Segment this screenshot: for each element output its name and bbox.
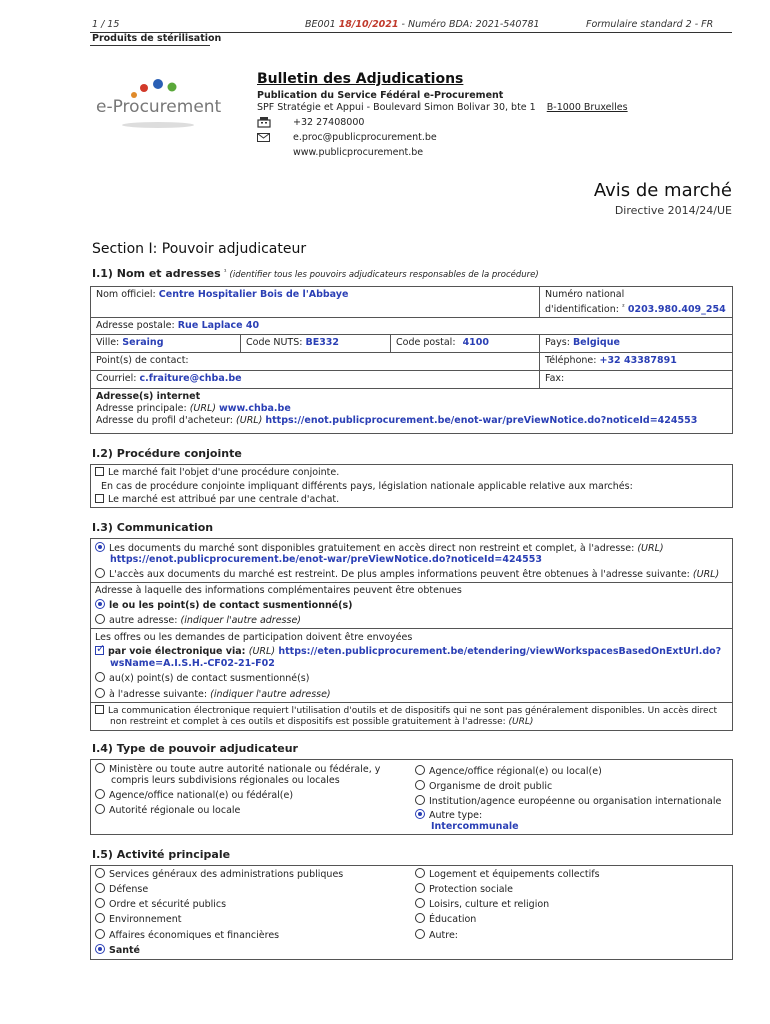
other-type-label: Autre type: xyxy=(429,810,483,821)
main-url-tag: (URL) xyxy=(189,403,216,414)
radio-icon[interactable] xyxy=(95,672,105,682)
activity-other-option[interactable] xyxy=(415,929,458,942)
central-purchasing-label: Le marché est attribué par une centrale d'achat. xyxy=(108,494,340,505)
buyer-profile-label: Adresse du profil d'acheteur: xyxy=(96,415,234,426)
activity-education-option[interactable] xyxy=(415,913,476,926)
offers-contact-option[interactable] xyxy=(95,672,309,685)
category: Produits de stérilisation xyxy=(92,33,222,44)
official-name-cell xyxy=(90,286,540,318)
activity-order-option[interactable] xyxy=(95,898,226,911)
s11-title: I.1) Nom et adresses xyxy=(92,267,221,280)
radio-icon[interactable] xyxy=(95,868,105,878)
fax-label: Fax: xyxy=(545,373,565,384)
page-number: 1 / 15 xyxy=(92,19,120,30)
radio-icon[interactable] xyxy=(415,913,425,923)
radio-icon[interactable] xyxy=(95,614,105,624)
radio-checked-icon[interactable] xyxy=(415,809,425,819)
s11-heading xyxy=(92,267,539,280)
radio-icon[interactable] xyxy=(415,795,425,805)
info-other-hint: (indiquer l'autre adresse) xyxy=(180,615,301,626)
activity-environment-label: Environnement xyxy=(109,914,182,925)
activity-leisure-option[interactable] xyxy=(415,898,549,911)
activity-housing-option[interactable] xyxy=(415,868,600,881)
phone-label: Téléphone: xyxy=(545,355,597,366)
checkbox-checked-icon[interactable] xyxy=(95,646,104,655)
country-label: Pays: xyxy=(545,337,570,348)
docs-url-tag: (URL) xyxy=(637,543,664,554)
info-title: Adresse à laquelle des informations complémentaires peuvent être obtenues xyxy=(95,585,462,596)
activity-social-label: Protection sociale xyxy=(429,884,514,895)
national-id-sup: ² xyxy=(622,303,625,311)
agency-regional-option[interactable] xyxy=(415,765,602,778)
info-other-label: autre adresse: xyxy=(109,615,178,626)
activity-defense-option[interactable] xyxy=(95,883,148,896)
phone-value: +32 43387891 xyxy=(599,355,677,366)
address-city: B-1000 Bruxelles xyxy=(546,102,628,113)
offers-address-hint: (indiquer l'autre adresse) xyxy=(210,689,331,700)
docs-restricted-label: L'accès aux documents du marché est restreint. De plus amples informations peuvent être obtenues à l'adresse suivante: xyxy=(109,569,690,580)
offers-url-link-2[interactable]: wsName=A.I.S.H.-CF02-21-F02 xyxy=(110,658,275,669)
info-other-option[interactable] xyxy=(95,614,301,627)
offers-contact-label: au(x) point(s) de contact susmentionné(s) xyxy=(109,673,310,684)
s12-title: I.2) Procédure conjointe xyxy=(92,447,242,460)
offers-url-tag: (URL) xyxy=(248,646,276,657)
eu-institution-option[interactable] xyxy=(415,795,721,808)
activity-order-label: Ordre et sécurité publics xyxy=(109,899,227,910)
mail-label: Courriel: xyxy=(96,373,137,384)
phone-icon xyxy=(257,116,271,131)
offers-url-link[interactable]: https://eten.publicprocurement.be/etendering/viewWorkspacesBasedOnExtUrl.do? xyxy=(278,646,722,657)
activity-social-option[interactable] xyxy=(415,883,513,896)
radio-icon[interactable] xyxy=(95,883,105,893)
docs-free-label: Les documents du marché sont disponibles gratuitement en accès direct non restreint et complet, à l'adresse: xyxy=(109,543,635,554)
activity-economic-option[interactable] xyxy=(95,929,279,942)
docs-url-link[interactable]: https://enot.publicprocurement.be/enot-war/preViewNotice.do?noticeId=424553 xyxy=(110,554,542,565)
activity-general-label: Services généraux des administrations publiques xyxy=(109,869,344,880)
city-value: Seraing xyxy=(122,337,164,348)
radio-icon[interactable] xyxy=(415,883,425,893)
radio-checked-icon[interactable] xyxy=(95,542,105,552)
radio-icon[interactable] xyxy=(95,789,105,799)
radio-checked-icon[interactable] xyxy=(95,599,105,609)
eu-institution-label: Institution/agence européenne ou organisation internationale xyxy=(429,796,722,807)
section-title: Section I: Pouvoir adjudicateur xyxy=(92,241,307,257)
activity-health-label: Santé xyxy=(109,945,141,956)
central-purchasing-option[interactable] xyxy=(95,494,339,506)
address-street: SPF Stratégie et Appui - Boulevard Simon Bolivar 30, bte 1 xyxy=(257,102,536,113)
internet-title: Adresse(s) internet xyxy=(96,391,201,402)
form-type: Formulaire standard 2 - FR xyxy=(586,19,714,30)
offers-electronic-option[interactable] xyxy=(95,646,721,658)
mail-icon xyxy=(257,133,271,146)
authority-national-label: Agence/office national(e) ou fédéral(e) xyxy=(109,790,294,801)
country-value: Belgique xyxy=(572,337,620,348)
notice-title: Avis de marché xyxy=(593,180,732,201)
radio-icon[interactable] xyxy=(95,763,105,773)
s11-sup: ¹ xyxy=(223,268,227,276)
notice-directive: Directive 2014/24/UE xyxy=(614,204,732,217)
zip-value: 4100 xyxy=(462,337,490,348)
buyer-profile-row xyxy=(96,415,727,427)
authority-ministry-label: Ministère ou toute autre autorité nationale ou fédérale, y xyxy=(109,764,381,775)
info-contact-label: le ou les point(s) de contact susmentionné(s) xyxy=(109,600,353,611)
tools-label: La communication électronique requiert l'utilisation d'outils et de dispositifs qui ne sont pas généralement disponibles. Un accès direct xyxy=(108,706,718,716)
public-law-body-option[interactable] xyxy=(415,780,552,793)
internet-cell xyxy=(90,388,733,434)
postal-value: Rue Laplace 40 xyxy=(177,320,260,331)
official-name-value: Centre Hospitalier Bois de l'Abbaye xyxy=(158,289,349,300)
activity-defense-label: Défense xyxy=(109,884,149,895)
nuts-value: BE332 xyxy=(305,337,340,348)
nuts-cell xyxy=(240,334,391,353)
bulletin-address xyxy=(257,102,628,113)
fax-cell xyxy=(539,370,733,389)
divider xyxy=(90,702,733,703)
offers-address-label: à l'adresse suivante: xyxy=(109,689,208,700)
tools-label-text: non restreint et complet à ces outils et dispositifs est possible gratuitement à l'adresse: xyxy=(110,717,506,727)
radio-icon[interactable] xyxy=(415,868,425,878)
phone-cell xyxy=(539,352,733,371)
tools-url-tag: (URL) xyxy=(508,717,534,727)
s15-title: I.5) Activité principale xyxy=(92,848,231,861)
eprocurement-logo xyxy=(92,77,222,137)
bulletin-publisher: Publication du Service Fédéral e-Procurement xyxy=(257,90,504,101)
national-id-cell xyxy=(539,286,733,318)
s13-title: I.3) Communication xyxy=(92,521,214,534)
offers-address-option[interactable] xyxy=(95,688,331,701)
radio-icon[interactable] xyxy=(415,765,425,775)
activity-other-label: Autre: xyxy=(429,930,458,941)
divider xyxy=(90,582,733,583)
national-id-label: Numéro national xyxy=(545,289,625,300)
checkbox-icon[interactable] xyxy=(95,494,104,503)
radio-icon[interactable] xyxy=(95,568,105,578)
bulletin-phone: +32 27408000 xyxy=(293,117,365,128)
activity-health-option[interactable] xyxy=(95,944,140,957)
main-url-link[interactable]: www.chba.be xyxy=(219,403,291,414)
info-contact-option[interactable] xyxy=(95,599,353,612)
radio-icon[interactable] xyxy=(95,688,105,698)
checkbox-icon[interactable] xyxy=(95,467,104,476)
nuts-label: Code NUTS: xyxy=(246,337,303,348)
category-rule xyxy=(90,45,210,46)
joint-procedure-note: En cas de procédure conjointe impliquant différents pays, législation nationale applicable relative aux marchés: xyxy=(101,481,633,492)
radio-icon[interactable] xyxy=(95,804,105,814)
contact-cell xyxy=(90,352,540,371)
radio-icon[interactable] xyxy=(415,898,425,908)
offers-electronic-label: par voie électronique via: xyxy=(108,646,246,657)
checkbox-icon[interactable] xyxy=(95,705,104,714)
authority-ministry-label-2: compris leurs subdivisions régionales ou locales xyxy=(111,775,340,786)
main-address-row xyxy=(96,403,727,415)
bda-number: - Numéro BDA: 2021-540781 xyxy=(401,19,540,30)
radio-icon[interactable] xyxy=(95,898,105,908)
national-id-label2: d'identification: xyxy=(545,304,619,315)
mail-value[interactable]: c.fraiture@chba.be xyxy=(139,373,242,384)
logo-text: e-Procurement xyxy=(96,97,222,117)
main-address-label: Adresse principale: xyxy=(96,403,187,414)
bulletin-email[interactable]: e.proc@publicprocurement.be xyxy=(293,132,437,143)
activity-housing-label: Logement et équipements collectifs xyxy=(429,869,600,880)
public-law-body-label: Organisme de droit public xyxy=(429,781,553,792)
city-cell xyxy=(90,334,241,353)
bulletin-web[interactable]: www.publicprocurement.be xyxy=(293,147,424,158)
zip-cell xyxy=(390,334,540,353)
s14-title: I.4) Type de pouvoir adjudicateur xyxy=(92,742,298,755)
doc-ref xyxy=(305,19,540,30)
national-id-value: 0203.980.409_254 xyxy=(627,304,726,315)
postal-label: Adresse postale: xyxy=(96,320,175,331)
activity-leisure-label: Loisirs, culture et religion xyxy=(429,899,550,910)
authority-national-option[interactable] xyxy=(95,789,293,802)
activity-general-option[interactable] xyxy=(95,868,343,881)
radio-checked-icon[interactable] xyxy=(95,944,105,954)
radio-icon[interactable] xyxy=(95,913,105,923)
s11-hint: (identifier tous les pouvoirs adjudicateurs responsables de la procédure) xyxy=(229,270,539,280)
radio-icon[interactable] xyxy=(415,780,425,790)
contact-label: Point(s) de contact: xyxy=(96,355,189,366)
joint-procedure-option[interactable] xyxy=(95,467,339,479)
divider xyxy=(90,628,733,629)
doc-code: BE001 xyxy=(305,19,336,30)
activity-environment-option[interactable] xyxy=(95,913,182,926)
authority-regional-label: Autorité régionale ou locale xyxy=(109,805,241,816)
zip-label: Code postal: xyxy=(396,337,456,348)
radio-icon[interactable] xyxy=(415,929,425,939)
authority-regional-option[interactable] xyxy=(95,804,240,817)
offers-title: Les offres ou les demandes de participation doivent être envoyées xyxy=(95,632,413,643)
buyer-url-link[interactable]: https://enot.publicprocurement.be/enot-war/preViewNotice.do?noticeId=424553 xyxy=(265,415,698,426)
restricted-url-tag: (URL) xyxy=(692,569,720,580)
official-name-label: Nom officiel: xyxy=(96,289,156,300)
postal-address-cell xyxy=(90,317,733,335)
activity-education-label: Éducation xyxy=(429,914,477,925)
bulletin-title: Bulletin des Adjudications xyxy=(257,71,464,87)
activity-economic-label: Affaires économiques et financières xyxy=(109,930,280,941)
joint-procedure-label: Le marché fait l'objet d'une procédure conjointe. xyxy=(108,467,340,478)
agency-regional-label: Agence/office régional(e) ou local(e) xyxy=(429,766,602,777)
tools-label-2 xyxy=(110,716,533,728)
country-cell xyxy=(539,334,733,353)
radio-icon[interactable] xyxy=(95,929,105,939)
docs-restricted-option[interactable] xyxy=(95,568,719,581)
mail-cell xyxy=(90,370,540,389)
other-type-value: Intercommunale xyxy=(431,821,519,832)
buyer-url-tag: (URL) xyxy=(236,415,263,426)
doc-date: 18/10/2021 xyxy=(338,19,399,30)
city-label: Ville: xyxy=(96,337,120,348)
